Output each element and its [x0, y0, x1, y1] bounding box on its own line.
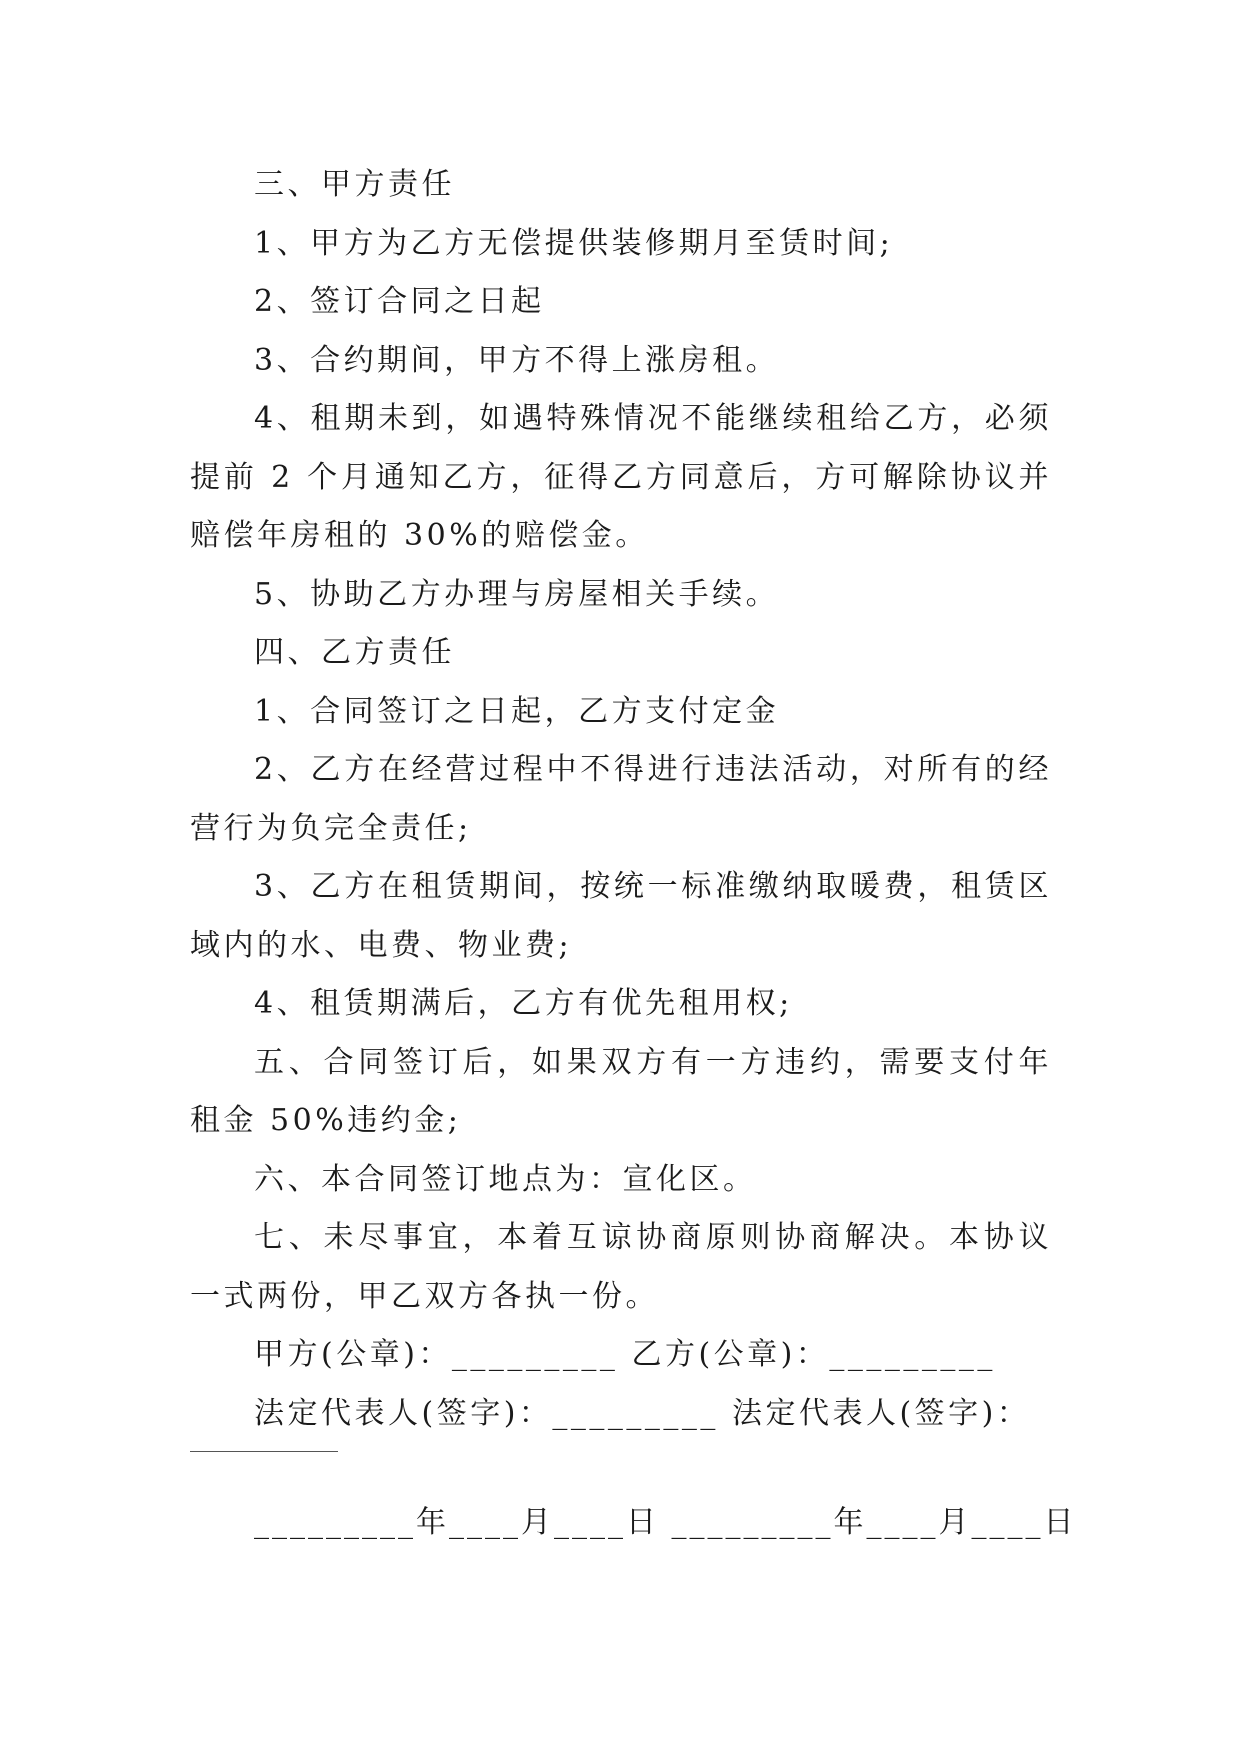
clause-location: 六、本合同签订地点为：宣化区。 — [254, 1161, 757, 1197]
clause-a1: 1、甲方为乙方无偿提供装修期月至赁时间; — [254, 225, 894, 261]
clause-a5: 5、协助乙方办理与房屋相关手续。 — [254, 576, 780, 612]
clause-b4: 4、租赁期满后，乙方有优先租用权; — [254, 986, 793, 1021]
clause-a3: 3、合约期间，甲方不得上涨房租。 — [254, 342, 780, 378]
seal-line: 甲方(公章)：_________ 乙方(公章)：_________ — [254, 1337, 996, 1372]
section-heading-party-a: 三、甲方责任 — [254, 167, 455, 202]
clause-b2: 2、乙方在经营过程中不得进行违法活动，对所有的经营行为负完全责任; — [190, 752, 1052, 846]
date-line: _________年____月____日 _________年____月____日 — [254, 1505, 1077, 1540]
contract-body — [190, 156, 1052, 1452]
section-heading-party-b: 四、乙方责任 — [254, 635, 455, 670]
clause-breach: 五、合同签订后，如果双方有一方违约，需要支付年租金 50%违约金; — [190, 1044, 1052, 1138]
signature-blank — [190, 1451, 338, 1452]
clause-a4: 4、租期未到，如遇特殊情况不能继续租给乙方，必须提前 2 个月通知乙方，征得乙方同意后，方可解除协议并赔偿年房租的 30%的赔偿金。 — [190, 401, 1052, 553]
clause-b1: 1、合同签订之日起，乙方支付定金 — [254, 693, 780, 729]
clause-misc: 七、未尽事宜，本着互谅协商原则协商解决。本协议一式两份，甲乙双方各执一份。 — [190, 1220, 1052, 1314]
representative-line: 法定代表人(签字)：_________ 法定代表人(签字)： — [254, 1395, 1031, 1431]
clause-b3: 3、乙方在租赁期间，按统一标准缴纳取暖费，租赁区域内的水、电费、物业费; — [190, 869, 1052, 963]
clause-a2: 2、签订合同之日起 — [254, 284, 545, 319]
